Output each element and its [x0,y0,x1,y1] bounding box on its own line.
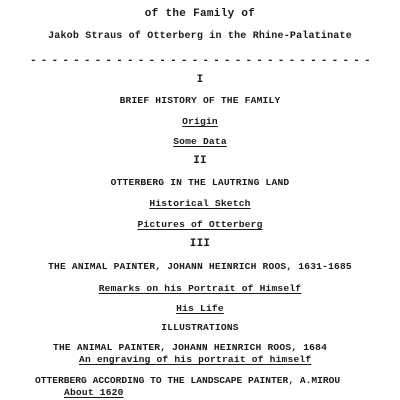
divider-dash: - [267,55,274,67]
divider-dash: - [148,55,156,67]
divider-dash: - [342,55,350,67]
divider-dash: - [277,55,285,67]
divider-dash: - [126,55,134,67]
section-1-heading: BRIEF HISTORY OF THE FAMILY [119,95,281,106]
section-3-item-remarks [0,283,400,295]
divider-dash: - [170,55,177,67]
divider-dash: - [73,55,80,67]
divider-dash: - [202,55,209,67]
divider-dash: - [191,55,199,67]
section-2-number: II [193,155,207,167]
section-2-item-pictures [0,219,400,231]
section-3-number: III [189,238,211,250]
divider-dash: - [320,55,328,67]
divider-dash: - [299,55,306,67]
divider-dash: - [256,55,263,67]
section-1-item-origin-text: Origin [182,116,218,127]
section-2-heading: OTTERBERG IN THE LAUTRING LAND [110,177,290,188]
divider-dash: - [364,55,371,67]
section-1-number: I [196,74,204,86]
section-1-item-some-data-text: Some Data [173,136,227,147]
divider-dash: - [180,55,188,67]
divider-dash: - [159,55,166,67]
section-1-item-origin [0,116,400,128]
section-3-heading: THE ANIMAL PAINTER, JOHANN HEINRICH ROOS, 1631-1685 [48,261,352,272]
divider-dash: - [310,55,317,67]
divider-dash: - [51,55,59,67]
divider-dash: - [213,55,220,67]
divider-dash: - [245,55,253,67]
divider-dash: - [137,55,145,67]
divider-dash: - [234,55,242,67]
divider-dash: - [116,55,123,67]
divider-dash: - [40,55,48,67]
section-1-item-some-data [0,136,400,148]
illustration-1-subtitle-text: An engraving of his portrait of himself [79,354,312,365]
divider-dash: - [94,55,102,67]
divider-dash: - [83,55,91,67]
dashed-divider [30,54,370,68]
divider-dash: - [223,55,231,67]
illustration-1-subtitle [79,354,379,366]
header-line-1: of the Family of [144,8,256,20]
divider-dash: - [353,55,360,67]
divider-dash: - [30,55,37,67]
illustration-1-title: THE ANIMAL PAINTER, JOHANN HEINRICH ROOS, 1684 [53,342,328,353]
illustration-2-title: OTTERBERG ACCORDING TO THE LANDSCAPE PAINTER, A.MIROU [35,375,341,386]
section-3-item-remarks-text: Remarks on his Portrait of Himself [98,283,302,294]
divider-dash: - [62,55,69,67]
divider-dash: - [288,55,296,67]
section-2-item-historical-sketch [0,198,400,210]
divider-dash: - [331,55,339,67]
illustration-2-subtitle-text: About 1620 [64,387,124,398]
divider-dash: - [105,55,113,67]
section-3-item-his-life-text: His Life [176,303,224,314]
header-line-2: Jakob Straus of Otterberg in the Rhine-Palatinate [48,31,352,42]
illustrations-heading: ILLUSTRATIONS [161,322,239,333]
illustration-2-subtitle [64,387,364,399]
section-2-item-pictures-text: Pictures of Otterberg [137,219,263,230]
section-2-item-historical-sketch-text: Historical Sketch [149,198,251,209]
section-3-item-his-life [0,303,400,315]
